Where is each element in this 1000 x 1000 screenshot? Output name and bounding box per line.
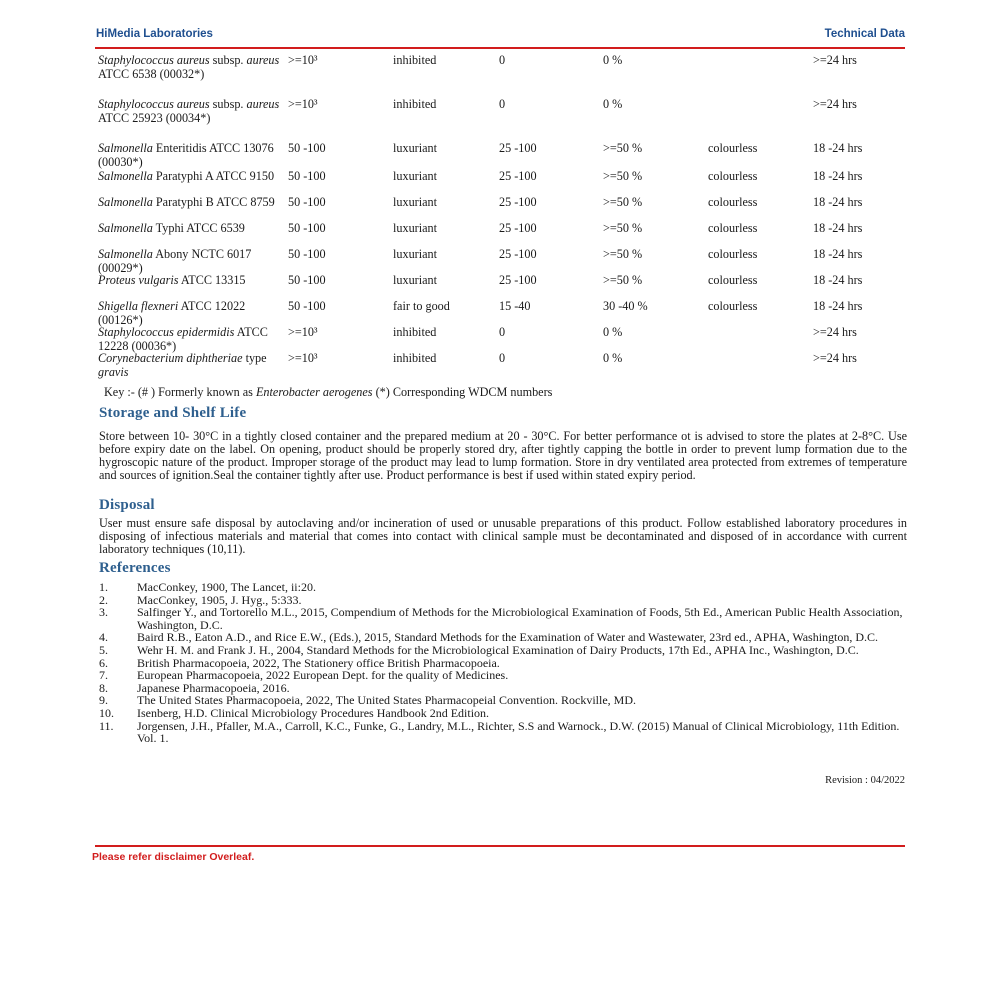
cell-colour: colourless bbox=[708, 247, 758, 261]
cell-inoc: 50 -100 bbox=[288, 169, 326, 183]
cell-growth: inhibited bbox=[393, 351, 437, 365]
organism-name: Shigella flexneri ATCC 12022 (00126*) bbox=[98, 299, 246, 327]
cell-recovery: 0 bbox=[499, 351, 506, 365]
cell-growth: luxuriant bbox=[393, 247, 438, 261]
cell-recovery: 25 -100 bbox=[499, 247, 537, 261]
cell-inoc: >=10³ bbox=[288, 53, 318, 67]
cell-colour: colourless bbox=[708, 169, 758, 183]
cell-percent: >=50 % bbox=[603, 141, 643, 155]
storage-heading: Storage and Shelf Life bbox=[99, 405, 247, 421]
cell-colour: colourless bbox=[708, 299, 758, 313]
cell-recovery: 25 -100 bbox=[499, 141, 537, 155]
cell-incub: 18 -24 hrs bbox=[813, 221, 863, 235]
table-row bbox=[98, 222, 908, 248]
cell-colour: colourless bbox=[708, 221, 758, 235]
cell-percent: 0 % bbox=[603, 351, 623, 365]
disposal-text: User must ensure safe disposal by autoclaving and/or incineration of used or unusable preparations of this product. Follow established laboratory procedures in disposing of infectious materials and material that comes into contact with clinical sample must be decontaminated and disposed of in accordance with current laboratory techniques (10,11). bbox=[99, 516, 907, 556]
organism-name: Salmonella Enteritidis ATCC 13076 (00030*) bbox=[98, 141, 274, 169]
reference-item: 1. MacConkey, 1900, The Lancet, ii:20. bbox=[99, 580, 316, 594]
cell-growth: luxuriant bbox=[393, 141, 438, 155]
organism-name: Salmonella Paratyphi B ATCC 8759 bbox=[98, 195, 275, 209]
cell-percent: 30 -40 % bbox=[603, 299, 648, 313]
cell-inoc: 50 -100 bbox=[288, 247, 326, 261]
table-row bbox=[98, 54, 908, 96]
cell-inoc: >=10³ bbox=[288, 325, 318, 339]
reference-item: 10. Isenberg, H.D. Clinical Microbiology Procedures Handbook 2nd Edition. bbox=[99, 705, 490, 720]
cell-recovery: 15 -40 bbox=[499, 299, 531, 313]
reference-item: 5. Wehr H. M. and Frank J. H., 2004, Standard Methods for the Microbiological Examination of Dairy Products, 17th Ed., APHA Inc., Washington, D.C. bbox=[99, 642, 859, 657]
cell-growth: fair to good bbox=[393, 299, 450, 313]
cell-inoc: 50 -100 bbox=[288, 299, 326, 313]
organism-name: Salmonella Paratyphi A ATCC 9150 bbox=[98, 169, 275, 183]
cell-percent: >=50 % bbox=[603, 247, 643, 261]
cell-recovery: 0 bbox=[499, 325, 506, 339]
cell-colour: colourless bbox=[708, 273, 758, 287]
organism-name: Salmonella Typhi ATCC 6539 bbox=[98, 221, 245, 235]
organism-name: Salmonella Abony NCTC 6017 (00029*) bbox=[98, 247, 252, 275]
cell-recovery: 0 bbox=[499, 97, 506, 111]
reference-item: 2. MacConkey, 1905, J. Hyg., 5:333. bbox=[99, 592, 302, 607]
cell-percent: 0 % bbox=[603, 97, 623, 111]
cell-recovery: 0 bbox=[499, 53, 506, 67]
cell-incub: 18 -24 hrs bbox=[813, 169, 863, 183]
disclaimer-note: Please refer disclaimer Overleaf. bbox=[92, 851, 255, 863]
footer-rule bbox=[95, 845, 905, 847]
reference-item: 11. Jorgensen, J.H., Pfaller, M.A., Carroll, K.C., Funke, G., Landry, M.L., Richter, S.S and Warnock., D.W. (2015) Manual of Clinical Microbiology, 11th Edition. Vol. 1. bbox=[99, 718, 900, 746]
cell-incub: 18 -24 hrs bbox=[813, 299, 863, 313]
table-row bbox=[98, 98, 908, 140]
cell-growth: luxuriant bbox=[393, 221, 438, 235]
cell-colour: colourless bbox=[708, 195, 758, 209]
cell-incub: 18 -24 hrs bbox=[813, 141, 863, 155]
reference-item: 3. Salfinger Y., and Tortorello M.L., 2015, Compendium of Methods for the Microbiological Examination of Foods, 5th Ed., American Public Health Association, Washington, D.C. bbox=[99, 605, 903, 632]
references-list bbox=[99, 581, 909, 745]
organism-name: Staphylococcus aureus subsp. aureus ATCC 6538 (00032*) bbox=[98, 53, 280, 81]
cell-inoc: >=10³ bbox=[288, 97, 318, 111]
cell-inoc: 50 -100 bbox=[288, 195, 326, 209]
cell-recovery: 25 -100 bbox=[499, 195, 537, 209]
reference-item: 8. Japanese Pharmacopoeia, 2016. bbox=[99, 680, 290, 695]
cell-recovery: 25 -100 bbox=[499, 273, 537, 287]
cell-recovery: 25 -100 bbox=[499, 169, 537, 183]
cell-inoc: 50 -100 bbox=[288, 141, 326, 155]
table-row bbox=[98, 248, 908, 274]
reference-item: 4. Baird R.B., Eaton A.D., and Rice E.W., (Eds.), 2015, Standard Methods for the Examination of Water and Wastewater, 23rd ed., APHA, Washington, D.C. bbox=[99, 630, 879, 645]
document-type: Technical Data bbox=[824, 28, 905, 40]
cell-inoc: 50 -100 bbox=[288, 273, 326, 287]
cell-colour: colourless bbox=[708, 141, 758, 155]
organism-name: Staphylococcus epidermidis ATCC 12228 (00036*) bbox=[98, 325, 268, 353]
cell-inoc: 50 -100 bbox=[288, 221, 326, 235]
cell-growth: luxuriant bbox=[393, 273, 438, 287]
cell-incub: 18 -24 hrs bbox=[813, 195, 863, 209]
cell-growth: inhibited bbox=[393, 53, 437, 67]
table-row bbox=[98, 274, 908, 300]
organism-name: Proteus vulgaris ATCC 13315 bbox=[98, 273, 246, 287]
reference-item: 7. European Pharmacopoeia, 2022 European Dept. for the quality of Medicines. bbox=[99, 668, 509, 683]
cell-incub: 18 -24 hrs bbox=[813, 273, 863, 287]
cell-growth: luxuriant bbox=[393, 195, 438, 209]
cell-percent: >=50 % bbox=[603, 169, 643, 183]
cell-recovery: 25 -100 bbox=[499, 221, 537, 235]
table-row bbox=[98, 142, 908, 168]
cell-percent: >=50 % bbox=[603, 221, 643, 235]
cell-percent: >=50 % bbox=[603, 273, 643, 287]
cell-incub: >=24 hrs bbox=[813, 351, 857, 365]
table-row bbox=[98, 326, 908, 352]
cell-growth: inhibited bbox=[393, 325, 437, 339]
cell-growth: inhibited bbox=[393, 97, 437, 111]
cell-incub: >=24 hrs bbox=[813, 53, 857, 67]
table-row bbox=[98, 196, 908, 222]
reference-item: 9. The United States Pharmacopoeia, 2022, The United States Pharmacopeial Convention. Rockville, MD. bbox=[99, 693, 637, 708]
cell-incub: >=24 hrs bbox=[813, 325, 857, 339]
cell-incub: 18 -24 hrs bbox=[813, 247, 863, 261]
organism-name: Corynebacterium diphtheriae type gravis bbox=[98, 351, 267, 379]
cell-percent: 0 % bbox=[603, 325, 623, 339]
table-row bbox=[98, 352, 908, 380]
storage-text: Store between 10- 30°C in a tightly closed container and the prepared medium at 20 - 30°C. For better performance ot is advised to store the plates at 2-8°C. Use before expiry date on the label. On opening, product should be properly stored dry, after tightly capping the bottle in order to prevent lump formation due to the hygroscopic nature of the product. Improper storage of the product may lead to lump formation. Store in dry ventilated area protected from extremes of temperature and sources of ignition.Seal the container tightly after use. Product performance is best if used within stated expiry period. bbox=[99, 429, 907, 482]
revision-label: Revision : 04/2022 bbox=[825, 775, 905, 786]
organism-name: Staphylococcus aureus subsp. aureus ATCC 25923 (00034*) bbox=[98, 97, 280, 125]
table-row bbox=[98, 170, 908, 196]
references-heading: References bbox=[99, 560, 171, 576]
table-key: Key :- (# ) Formerly known as Enterobacter aerogenes (*) Corresponding WDCM numbers bbox=[104, 385, 553, 399]
header-rule bbox=[95, 47, 905, 49]
cell-inoc: >=10³ bbox=[288, 351, 318, 365]
table-row bbox=[98, 300, 908, 326]
cell-growth: luxuriant bbox=[393, 169, 438, 183]
company-name: HiMedia Laboratories bbox=[96, 28, 213, 40]
reference-item: 6. British Pharmacopoeia, 2022, The Stationery office British Pharmacopoeia. bbox=[99, 655, 500, 670]
disposal-heading: Disposal bbox=[99, 497, 155, 513]
cell-incub: >=24 hrs bbox=[813, 97, 857, 111]
cell-percent: 0 % bbox=[603, 53, 623, 67]
cell-percent: >=50 % bbox=[603, 195, 643, 209]
